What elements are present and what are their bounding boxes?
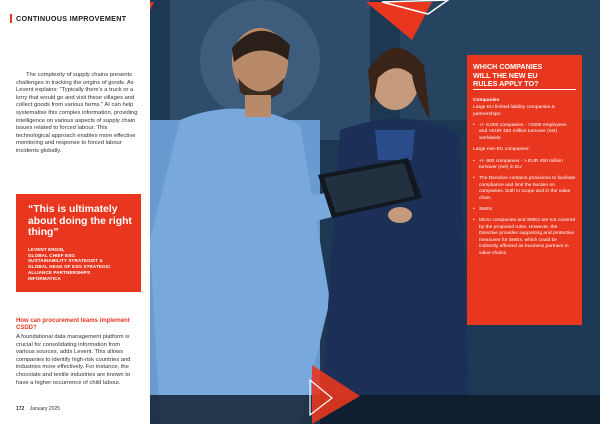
pull-quote-text: “This is ultimately about doing the right thing”	[28, 204, 132, 239]
pull-quote	[16, 194, 141, 292]
folio	[16, 406, 60, 412]
subheading: How can procurement teams implement CSDD?	[16, 318, 130, 332]
section-label-bar	[10, 14, 12, 23]
attribution-line: LEVENT ERGIN,	[28, 246, 65, 252]
issue-date: January 2025	[29, 406, 61, 412]
info-bullet: • +/- 900 companies - > EUR 450 million turnover (net) in EU	[473, 159, 576, 172]
attribution-line: SUSTAINABILITY STRATEGIST &	[28, 258, 103, 264]
info-heading-desc: Large EU limited liability companies & partnerships:	[473, 105, 555, 117]
info-heading: Companies	[473, 97, 500, 103]
body-paragraph: A foundational data management platform is crucial for consolidating information from various sources, adds Levent. This allows companies to identify high-risk countries and industries more effectively. For instance, the chocolate and textile industries are known to have a higher occurrence of child labour.	[16, 334, 131, 386]
info-bullet: • Micro companies and SMEs are not covered by the proposed rules. However, the Directive provides supporting and protective measures for SMEs, which could be indirectly affected as business partners in value chains.	[473, 218, 576, 256]
attribution-line: GLOBAL HEAD OF ESG STRATEGIC	[28, 264, 111, 270]
section-label	[16, 14, 126, 23]
info-box	[467, 55, 582, 325]
pull-quote-attribution	[28, 247, 133, 282]
attribution-line: INFORMATICA	[28, 275, 61, 281]
info-bullet: • The Directive contains provisions to facilitate compliance and limit the burden on companies, both in scope and in the value chain	[473, 176, 576, 202]
info-title-line: WHICH COMPANIES	[473, 62, 543, 71]
attribution-line: GLOBAL CHIEF ESG	[28, 252, 75, 258]
intro-paragraph: The complexity of supply chains presents challenges in tracking the origins of goods. As Levent explains: "Typically there's a truck or a lorry that would go and visit these villages and collect goods from various farms." AI can help systematise this complex information, providing intelligence on various aspects of supply chain issues related to forced labour. This technological approach enables more effective monitoring and response to forced labour incidents globally.	[16, 72, 138, 154]
info-box-title	[473, 63, 576, 90]
left-column	[0, 0, 150, 424]
info-title-line: WILL THE NEW EU	[473, 70, 538, 80]
info-bullet: • +/- 6,000 companies - >1000 employees and >EUR 450 million turnover (net) worldwide	[473, 123, 576, 142]
attribution-line: ALLIANCE PARTNERSHIPS	[28, 269, 91, 275]
section-label-text: CONTINUOUS IMPROVEMENT	[16, 14, 127, 23]
info-bullet: • SMEs	[473, 207, 576, 213]
info-paragraph: Large non-EU companies:	[473, 147, 530, 153]
page-number: 172	[16, 406, 25, 412]
info-title-line: RULES APPLY TO?	[473, 80, 576, 90]
